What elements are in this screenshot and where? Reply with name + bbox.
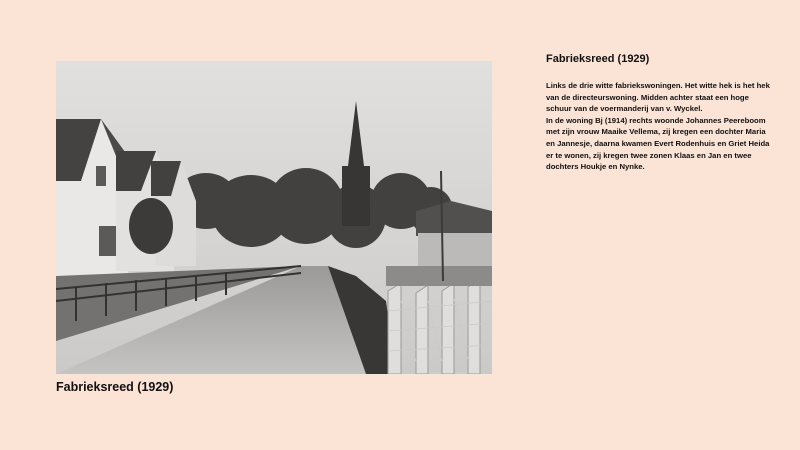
historic-photo	[56, 61, 492, 374]
photo-caption: Fabrieksreed (1929)	[56, 380, 174, 394]
street-scene-illustration	[56, 61, 492, 374]
side-paragraph-1: Links de drie witte fabriekswoningen. Het witte hek is het hek van de directeurswoning. Midden achter staat een hoge schuur van de voermanderij van v. Wyckel.	[546, 81, 770, 114]
side-title: Fabrieksreed (1929)	[546, 53, 650, 65]
side-description	[546, 80, 772, 173]
side-paragraph-2: In de woning Bj (1914) rechts woonde Johannes Peereboom met zijn vrouw Maaike Vellema, zij kregen een dochter Maria en Jannesje, daarna kwamen Evert Rodenhuis en Griet Heida er te wonen, zij kregen twee zonen Klaas en Jan en twee dochters Houkje en Nynke.	[546, 115, 770, 172]
